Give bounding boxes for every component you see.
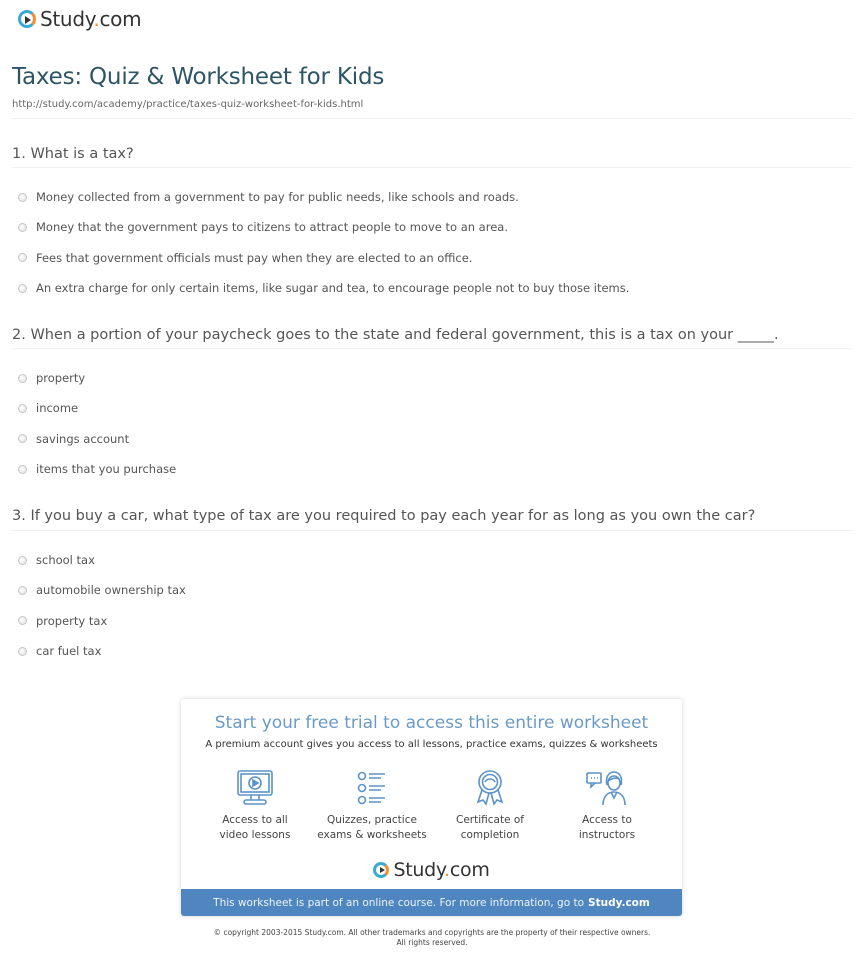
answer-option[interactable]: savings account	[18, 424, 176, 454]
radio-button[interactable]	[18, 374, 27, 383]
answer-option[interactable]: Fees that government officials must pay when they are elected to an office.	[18, 243, 629, 273]
question-3-options	[18, 545, 186, 666]
radio-button[interactable]	[18, 404, 27, 413]
answer-option[interactable]: items that you purchase	[18, 454, 176, 484]
page-url: http://study.com/academy/practice/taxes-quiz-worksheet-for-kids.html	[12, 99, 364, 110]
promo-subtitle: A premium account gives you access to all lessons, practice exams, quizzes & worksheets	[205, 739, 658, 750]
free-trial-promo	[181, 699, 682, 916]
feature-list	[181, 769, 682, 849]
radio-button[interactable]	[18, 223, 27, 232]
logo-text: Study.com	[40, 7, 142, 31]
radio-button[interactable]	[18, 253, 27, 262]
answer-option[interactable]: automobile ownership tax	[18, 575, 186, 605]
video-monitor-icon	[195, 769, 315, 807]
answer-option[interactable]: car fuel tax	[18, 636, 186, 666]
play-logo-icon	[373, 862, 389, 878]
certificate-ribbon-icon	[430, 769, 550, 807]
feature-video-lessons: Access to all video lessons	[195, 769, 315, 843]
feature-quizzes: Quizzes, practice exams & worksheets	[312, 769, 432, 843]
radio-button[interactable]	[18, 647, 27, 656]
promo-title[interactable]: Start your free trial to access this entire worksheet	[214, 713, 649, 733]
promo-study-logo[interactable]: Study.com	[181, 859, 682, 881]
question-1: 1. What is a tax?	[12, 146, 134, 162]
divider	[12, 118, 852, 119]
answer-option[interactable]: An extra charge for only certain items, like sugar and tea, to encourage people not to buy those items.	[18, 273, 629, 303]
question-3: 3. If you buy a car, what type of tax are you required to pay each year for as long as you own the car?	[12, 508, 756, 524]
answer-option[interactable]: school tax	[18, 545, 186, 575]
radio-button[interactable]	[18, 284, 27, 293]
question-2: 2. When a portion of your paycheck goes to the state and federal government, this is a tax on your _____.	[12, 327, 779, 343]
feature-certificate: Certificate of completion	[430, 769, 550, 843]
answer-option[interactable]: property tax	[18, 606, 186, 636]
radio-button[interactable]	[18, 434, 27, 443]
divider	[12, 530, 852, 531]
study-logo[interactable]	[18, 6, 141, 32]
feature-instructors: Access to instructors	[547, 769, 667, 843]
instructor-chat-icon	[547, 769, 667, 807]
study-com-link[interactable]: Study.com	[588, 896, 650, 909]
radio-button[interactable]	[18, 465, 27, 474]
question-2-options	[18, 363, 176, 484]
page-title: Taxes: Quiz & Worksheet for Kids	[12, 64, 385, 90]
answer-option[interactable]: property	[18, 363, 176, 393]
radio-button[interactable]	[18, 193, 27, 202]
copyright-notice: © copyright 2003-2015 Study.com. All other trademarks and copyrights are the property of their respective owners. All rights reserved.	[213, 928, 651, 947]
promo-banner[interactable]: This worksheet is part of an online course. For more information, go to Study.com	[181, 889, 682, 916]
divider	[12, 167, 852, 168]
quiz-list-icon	[312, 769, 432, 807]
divider	[12, 348, 852, 349]
answer-option[interactable]: income	[18, 393, 176, 423]
answer-option[interactable]: Money collected from a government to pay for public needs, like schools and roads.	[18, 182, 629, 212]
question-1-options	[18, 182, 629, 303]
play-logo-icon	[18, 10, 36, 28]
answer-option[interactable]: Money that the government pays to citizens to attract people to move to an area.	[18, 212, 629, 242]
radio-button[interactable]	[18, 616, 27, 625]
radio-button[interactable]	[18, 556, 27, 565]
radio-button[interactable]	[18, 586, 27, 595]
